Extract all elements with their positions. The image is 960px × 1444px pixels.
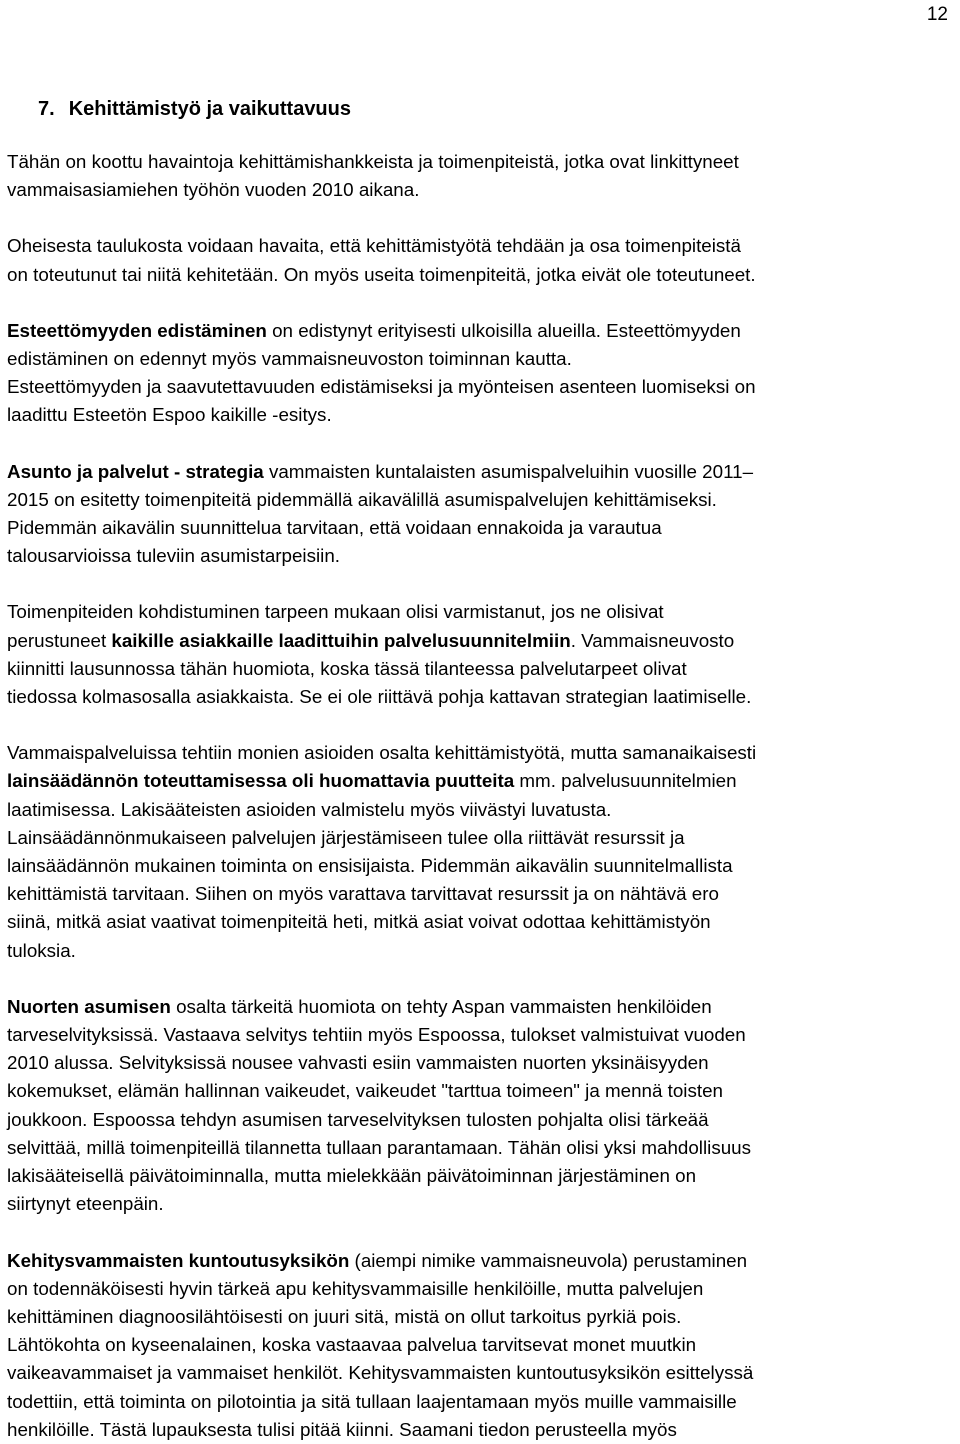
text-run: lainsäädännön mukainen toiminta on ensisijaista. Pidemmän aikavälin suunnitelmallista — [7, 855, 733, 877]
bold-text: Nuorten asumisen — [7, 995, 171, 1017]
text-run: Toimenpiteiden kohdistuminen tarpeen mukaan olisi varmistanut, jos ne olisivat — [7, 601, 664, 623]
text-line — [7, 1247, 957, 1275]
text-run: 2015 on esitetty toimenpiteitä pidemmällä aikavälillä asumispalvelujen kehittämiseksi. — [7, 488, 717, 510]
bold-text: Esteettömyyden edistäminen — [7, 319, 267, 341]
text-run: osalta tärkeitä huomiota on tehty Aspan vammaisten henkilöiden — [170, 995, 712, 1017]
text-line — [7, 1359, 957, 1387]
text-line — [7, 993, 957, 1021]
text-line — [7, 345, 957, 373]
text-line — [7, 542, 957, 570]
paragraph — [7, 148, 957, 204]
text-line — [7, 1303, 957, 1331]
text-run: perustuneet — [7, 629, 112, 651]
text-run: edistäminen on edennyt myös vammaisneuvoston toiminnan kautta. — [7, 348, 572, 370]
text-line — [7, 1190, 957, 1218]
paragraph — [7, 739, 957, 965]
paragraph — [7, 598, 957, 711]
text-line — [7, 148, 957, 176]
text-line — [7, 261, 957, 289]
text-line — [7, 880, 957, 908]
section-number: 7. — [38, 98, 55, 120]
bold-text: Asunto ja palvelut - strategia — [7, 460, 264, 482]
text-line — [7, 767, 957, 795]
bold-text: lainsäädännön toteuttamisessa oli huomattavia puutteita — [7, 770, 515, 792]
text-run: laatimisessa. Lakisääteisten asioiden valmistelu myös viivästyi luvatusta. — [7, 798, 612, 820]
text-line — [7, 908, 957, 936]
text-run: (aiempi nimike vammaisneuvola) perustaminen — [349, 1249, 748, 1271]
text-line — [7, 796, 957, 824]
bold-text: Kehitysvammaisten kuntoutusyksikön — [7, 1249, 350, 1271]
text-run: selvittää, millä toimenpiteillä tilannetta tullaan parantamaan. Tähän olisi yksi mahdollisuus — [7, 1136, 751, 1158]
text-line — [7, 486, 957, 514]
text-run: Pidemmän aikavälin suunnittelua tarvitaan, että voidaan ennakoida ja varautua — [7, 517, 662, 539]
text-line — [7, 1077, 957, 1105]
text-run: tiedossa kolmasosalla asiakkaista. Se ei ole riittävä pohja kattavan strategian laatimiselle. — [7, 686, 752, 708]
text-run: tarveselvityksissä. Vastaava selvitys tehtiin myös Espoossa, tulokset valmistuivat vuoden — [7, 1024, 746, 1046]
text-run: . Vammaisneuvosto — [570, 629, 735, 651]
text-line — [7, 1134, 957, 1162]
text-run: Vammaispalveluissa tehtiin monien asioiden osalta kehittämistyötä, mutta samanaikaisesti — [7, 742, 757, 764]
page-number: 12 — [926, 4, 948, 25]
text-line — [7, 1416, 957, 1444]
bold-text: kaikille asiakkaille laadittuihin palvelusuunnitelmiin — [111, 629, 571, 651]
text-run: tuloksia. — [7, 939, 76, 961]
text-line — [7, 824, 957, 852]
text-line — [7, 683, 957, 711]
text-run: 2010 alussa. Selvityksissä nousee vahvasti esiin vammaisten nuorten yksinäisyyden — [7, 1052, 709, 1074]
text-line — [7, 373, 957, 401]
paragraph — [7, 1247, 957, 1444]
section-title: Kehittämistyö ja vaikuttavuus — [68, 98, 351, 120]
text-run: kehittämistä tarvitaan. Siihen on myös varattava tarvittavat resurssit ja on nähtävä ero — [7, 883, 719, 905]
text-run: kehittäminen diagnoosilähtöisesti on juuri sitä, mistä on ollut tarkoitus pyrkiä pois. — [7, 1305, 682, 1327]
text-line — [7, 739, 957, 767]
text-run: Oheisesta taulukosta voidaan havaita, että kehittämistyötä tehdään ja osa toimenpiteistä — [7, 235, 741, 257]
text-line — [7, 1021, 957, 1049]
text-run: on toteutunut tai niitä kehitetään. On myös useita toimenpiteitä, jotka eivät ole toteutuneet. — [7, 263, 756, 285]
text-line — [7, 655, 957, 683]
text-run: henkilöille. Tästä lupauksesta tulisi pitää kiinni. Saamani tiedon perusteella myös — [7, 1418, 677, 1440]
text-line — [7, 401, 957, 429]
text-line — [7, 627, 957, 655]
text-run: on todennäköisesti hyvin tärkeä apu kehitysvammaisille henkilöille, mutta palvelujen — [7, 1277, 704, 1299]
text-run: on edistynyt erityisesti ulkoisilla alueilla. Esteettömyyden — [266, 319, 741, 341]
section-heading — [38, 96, 351, 122]
text-line — [7, 1275, 957, 1303]
text-run: vammaisten kuntalaisten asumispalveluihin vuosille 2011– — [263, 460, 754, 482]
text-run: siinä, mitkä asiat vaativat toimenpiteitä heti, mitkä asiat voivat odottaa kehittämistyön — [7, 911, 711, 933]
paragraph — [7, 993, 957, 1219]
text-line — [7, 598, 957, 626]
text-run: todettiin, että toiminta on pilotointia ja sitä tullaan laajentamaan myös muille vammaisille — [7, 1390, 737, 1412]
paragraph — [7, 232, 957, 288]
text-run: kiinnitti lausunnossa tähän huomiota, koska tässä tilanteessa palvelutarpeet olivat — [7, 657, 687, 679]
text-run: vaikeavammaiset ja vammaiset henkilöt. Kehitysvammaisten kuntoutusyksikön esittelyssä — [7, 1362, 754, 1384]
text-line — [7, 176, 957, 204]
text-run: mm. palvelusuunnitelmien — [514, 770, 737, 792]
text-line — [7, 317, 957, 345]
text-run: laadittu Esteetön Espoo kaikille -esitys. — [7, 404, 332, 426]
text-line — [7, 1331, 957, 1359]
text-line — [7, 458, 957, 486]
text-line — [7, 232, 957, 260]
text-run: Lainsäädännönmukaiseen palvelujen järjestämiseen tulee olla riittävät resurssit ja — [7, 826, 685, 848]
paragraph — [7, 458, 957, 571]
text-run: lakisääteisellä päivätoiminnalla, mutta mielekkään päivätoiminnan järjestäminen on — [7, 1165, 697, 1187]
text-line — [7, 1049, 957, 1077]
text-run: siirtynyt eteenpäin. — [7, 1193, 164, 1215]
text-line — [7, 514, 957, 542]
text-run: joukkoon. Espoossa tehdyn asumisen tarveselvityksen tulosten pohjalta olisi tärkeää — [7, 1108, 709, 1130]
text-run: vammaisasiamiehen työhön vuoden 2010 aikana. — [7, 179, 420, 201]
paragraph — [7, 317, 957, 430]
text-line — [7, 1162, 957, 1190]
text-line — [7, 937, 957, 965]
text-run: Lähtökohta on kyseenalainen, koska vastaavaa palvelua tarvitsevat monet muutkin — [7, 1334, 697, 1356]
body-text — [7, 148, 957, 1444]
text-run: Esteettömyyden ja saavutettavuuden edistämiseksi ja myönteisen asenteen luomiseksi on — [7, 376, 756, 398]
text-run: Tähän on koottu havaintoja kehittämishankkeista ja toimenpiteistä, jotka ovat linkittyneet — [7, 151, 739, 172]
text-run: talousarvioissa tuleviin asumistarpeisiin. — [7, 545, 340, 567]
text-line — [7, 1106, 957, 1134]
text-line — [7, 1388, 957, 1416]
text-line — [7, 852, 957, 880]
text-run: kokemukset, elämän hallinnan vaikeudet, vaikeudet "tarttua toimeen" ja mennä toisten — [7, 1080, 723, 1102]
